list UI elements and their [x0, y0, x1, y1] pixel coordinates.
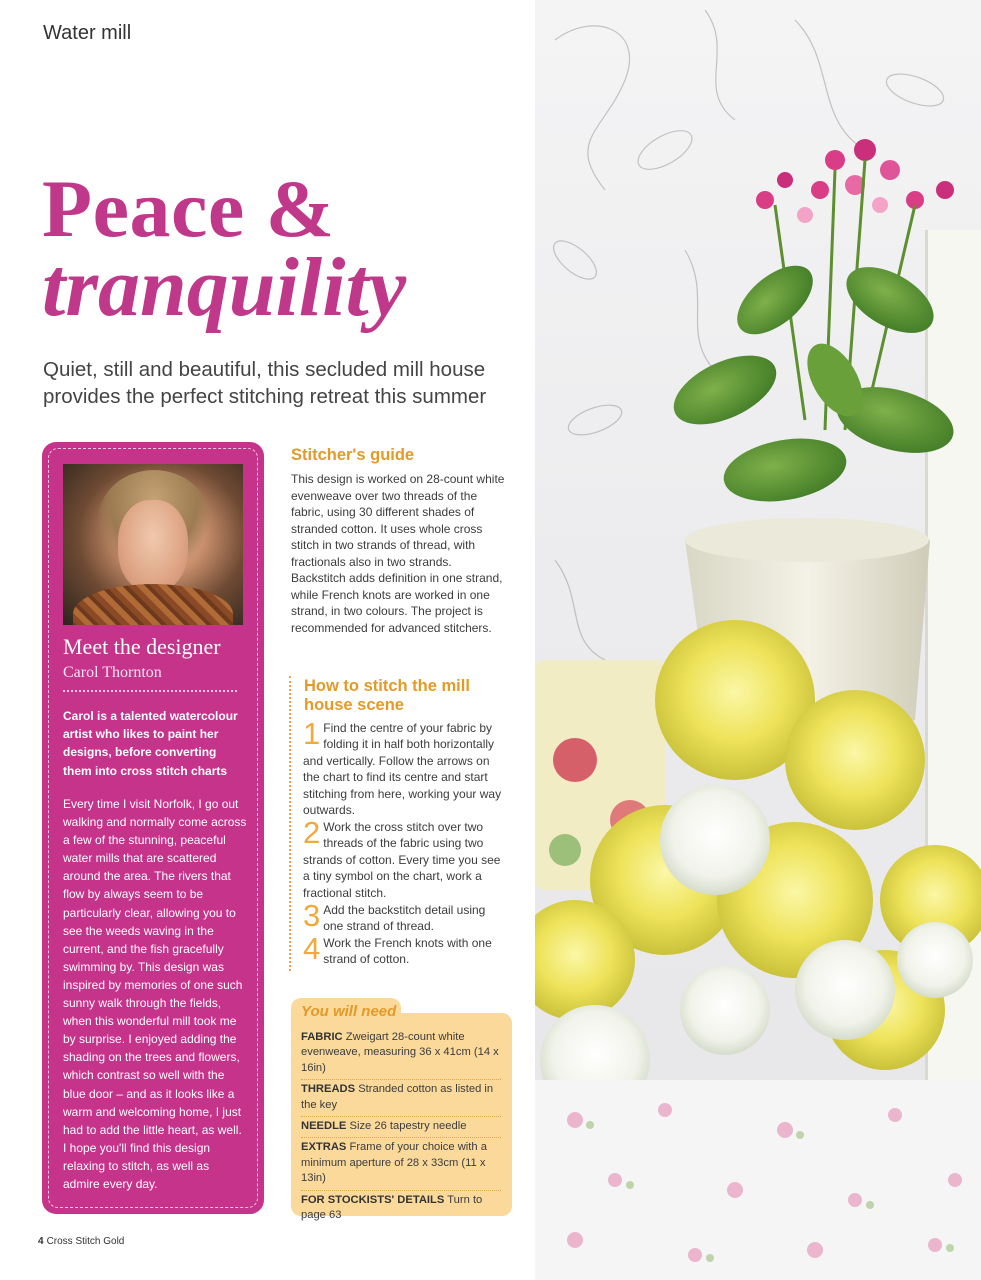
need-label: EXTRAS: [301, 1141, 347, 1154]
step-number: 3: [303, 898, 321, 933]
step-text: Work the cross stitch over two threads of the fabric using two strands of cotton. Every time you see a tiny symbol on the chart, work a fractional stitch.: [303, 820, 501, 900]
step-number: 1: [303, 716, 321, 751]
need-label: FOR STOCKISTS' DETAILS: [301, 1193, 445, 1206]
plant-leaves: [663, 253, 960, 511]
designer-body: Every time I visit Norfolk, I go out walking and normally come across a few of the stunning, peaceful water mills that are scattered around the area. The rivers that flow by always seem to be particularly clear, allowing you to see the weeds waving in the current, and the fish gracefully swimming by. This design was inspired by memories of one such sunny walk through the fields, when this wonderful mill took me by surprise. I enjoyed adding the shading on the trees and flowers, which contrast so well with the blue door – and as it looks like a warm and welcoming home, I just had to add the little heart, as well. I hope you'll find this design relaxing to stitch, as well as admire every day.: [63, 797, 247, 1191]
page-number: 4: [38, 1236, 44, 1247]
designer-photo: [63, 464, 243, 625]
photo-face: [118, 500, 188, 592]
designer-divider: [63, 690, 237, 692]
need-text: Size 26 tapestry needle: [349, 1120, 467, 1133]
standfirst: Quiet, still and beautiful, this secluded mill house provides the perfect stitching retreat this summer: [43, 358, 487, 408]
designer-name: Carol Thornton: [63, 664, 162, 681]
title-line-1: Peace &: [42, 163, 335, 254]
page-title: [42, 163, 407, 334]
howto-step: [303, 931, 503, 968]
need-label: FABRIC: [301, 1031, 343, 1043]
designer-heading: Meet the designer: [63, 634, 221, 659]
magazine-name: Cross Stitch Gold: [46, 1236, 125, 1247]
section-label: Water mill: [43, 22, 132, 44]
step-number: 2: [303, 815, 321, 850]
guide-heading: Stitcher's guide: [291, 446, 415, 464]
need-label: NEEDLE: [301, 1120, 347, 1133]
need-text: Frame of your choice with a minimum aperture of 28 x 33cm (11 x 13in): [301, 1141, 487, 1185]
need-heading: You will need: [301, 1003, 397, 1020]
designer-panel: [42, 442, 264, 1214]
need-item: [301, 1117, 501, 1138]
step-text: Add the backstitch detail using one strand of thread.: [323, 903, 486, 934]
need-item: [301, 1138, 501, 1190]
need-text: Turn to page 63: [301, 1193, 483, 1222]
need-item: [301, 1028, 501, 1080]
guide-text: This design is worked on 28-count white evenweave over two threads of the fabric, using 30 different shades of stranded cotton. It uses whole cross stitch in two strands of thread, with fractionals also in two strands. Backstitch adds definition in one strand, while French knots are worked in one strand, in two colours. The project is recommended for advanced stitchers.: [291, 472, 505, 635]
page-footer: [38, 1236, 124, 1247]
flower-photo-illustration: [535, 0, 981, 1280]
howto-step: [303, 716, 503, 818]
step-text: Find the centre of your fabric by folding it in half both horizontally and vertically. Follow the arrows on the chart to find its centre and start stitching from here, working your way outwards.: [303, 721, 502, 818]
step-number: 4: [303, 931, 321, 966]
title-line-2: tranquility: [42, 241, 407, 334]
pink-flowers: [756, 139, 954, 223]
howto-step: [303, 898, 503, 935]
need-item: [301, 1191, 501, 1227]
photo-scarf: [73, 584, 233, 625]
howto-heading: How to stitch the mill house scene: [304, 677, 470, 714]
need-list: [301, 1028, 501, 1226]
designer-intro: Carol is a talented watercolour artist who likes to paint her designs, before converting them into cross stitch charts: [63, 709, 238, 778]
need-label: THREADS: [301, 1083, 356, 1096]
need-text: Stranded cotton as listed in the key: [301, 1083, 494, 1111]
flower-photo: [535, 0, 981, 1280]
howto-step: [303, 815, 503, 901]
need-item: [301, 1080, 501, 1117]
need-text: Zweigart 28-count white evenweave, measuring 36 x 41cm (14 x 16in): [301, 1031, 499, 1074]
step-text: Work the French knots with one strand of cotton.: [323, 936, 492, 967]
tablecloth: [535, 1080, 981, 1280]
